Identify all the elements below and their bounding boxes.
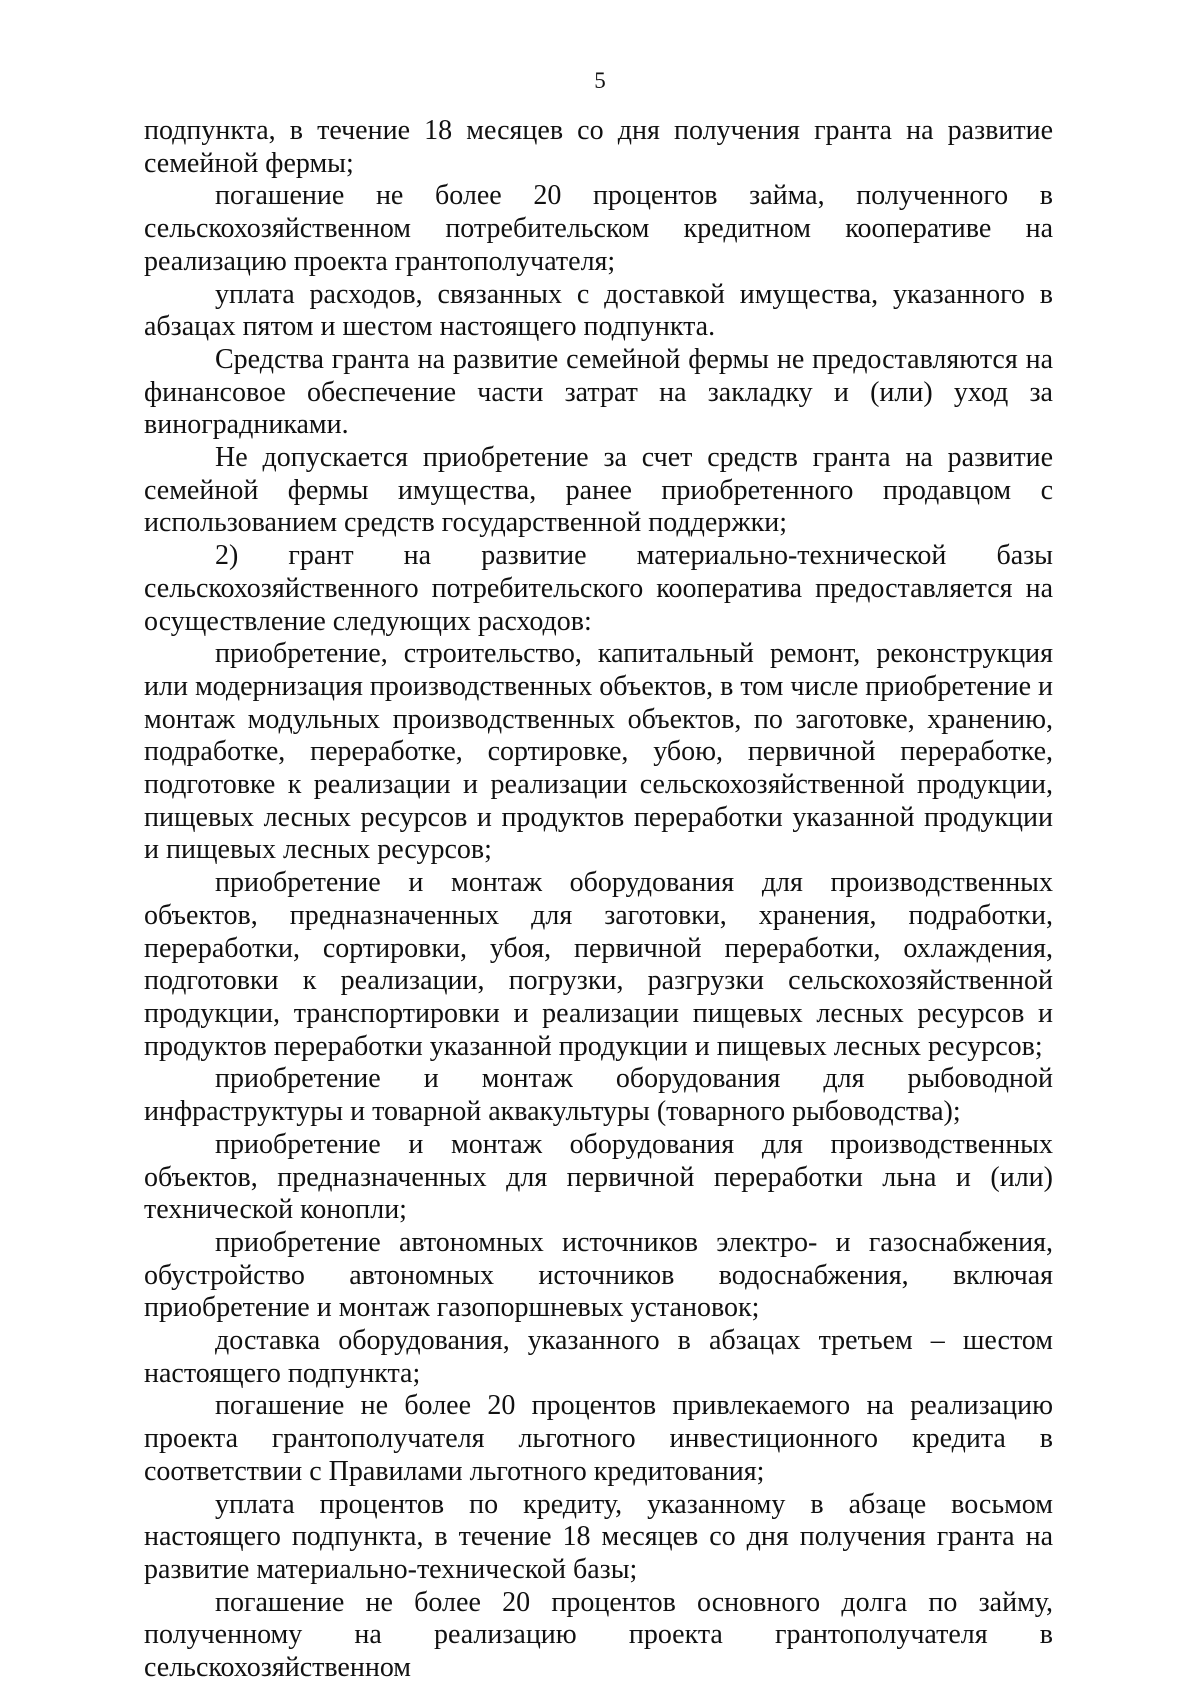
paragraph: уплата процентов по кредиту, указанному в абзаце восьмом настоящего подпункта, в течение 18 месяцев со дня получения гранта на развитие материально-технической базы;	[144, 1488, 1053, 1585]
paragraph: погашение не более 20 процентов займа, полученного в сельскохозяйственном потребительском кредитном кооперативе на реализацию проекта грантополучателя;	[144, 180, 1053, 277]
paragraph: Не допускается приобретение за счет средств гранта на развитие семейной фермы имущества, ранее приобретенного продавцом с использованием средств государственной поддержки;	[144, 442, 1053, 539]
document-body	[144, 115, 1053, 1685]
paragraph: 2) грант на развитие материально-технической базы сельскохозяйственного потребительского кооператива предоставляется на осуществление следующих расходов:	[144, 540, 1053, 637]
page-number: 5	[594, 68, 606, 93]
paragraph: приобретение и монтаж оборудования для производственных объектов, предназначенных для первичной переработки льна и (или) технической конопли;	[144, 1128, 1053, 1226]
paragraph: подпункта, в течение 18 месяцев со дня получения гранта на развитие семейной фермы;	[144, 115, 1053, 179]
paragraph: погашение не более 20 процентов основного долга по займу, полученному на реализацию проекта грантополучателя в сельскохозяйственном	[144, 1586, 1053, 1684]
paragraph: приобретение, строительство, капитальный ремонт, реконструкция или модернизация производственных объектов, в том числе приобретение и монтаж модульных производственных объектов, по заготовке, хранению, подработке, переработке, сортировке, убою, первичной переработке, подготовке к реализации и реализации сельскохозяйственной продукции, пищевых лесных ресурсов и продуктов переработки указанной продукции и пищевых лесных ресурсов;	[144, 638, 1053, 866]
paragraph: приобретение автономных источников электро- и газоснабжения, обустройство автономных источников водоснабжения, включая приобретение и монтаж газопоршневых установок;	[144, 1226, 1053, 1324]
paragraph: доставка оборудования, указанного в абзацах третьем – шестом настоящего подпункта;	[144, 1325, 1053, 1389]
paragraph: приобретение и монтаж оборудования для производственных объектов, предназначенных для заготовки, хранения, подработки, переработки, сортировки, убоя, первичной переработки, охлаждения, подготовки к реализации, погрузки, разгрузки сельскохозяйственной продукции, транспортировки и реализации пищевых лесных ресурсов и продуктов переработки указанной продукции и пищевых лесных ресурсов;	[144, 867, 1053, 1062]
paragraph: Средства гранта на развитие семейной фермы не предоставляются на финансовое обеспечение части затрат на закладку и (или) уход за виноградниками.	[144, 343, 1053, 441]
paragraph: погашение не более 20 процентов привлекаемого на реализацию проекта грантополучателя льготного инвестиционного кредита в соответствии с Правилами льготного кредитования;	[144, 1390, 1053, 1487]
paragraph: уплата расходов, связанных с доставкой имущества, указанного в абзацах пятом и шестом настоящего подпункта.	[144, 278, 1053, 343]
paragraph: приобретение и монтаж оборудования для рыбоводной инфраструктуры и товарной аквакультуры (товарного рыбоводства);	[144, 1063, 1053, 1128]
